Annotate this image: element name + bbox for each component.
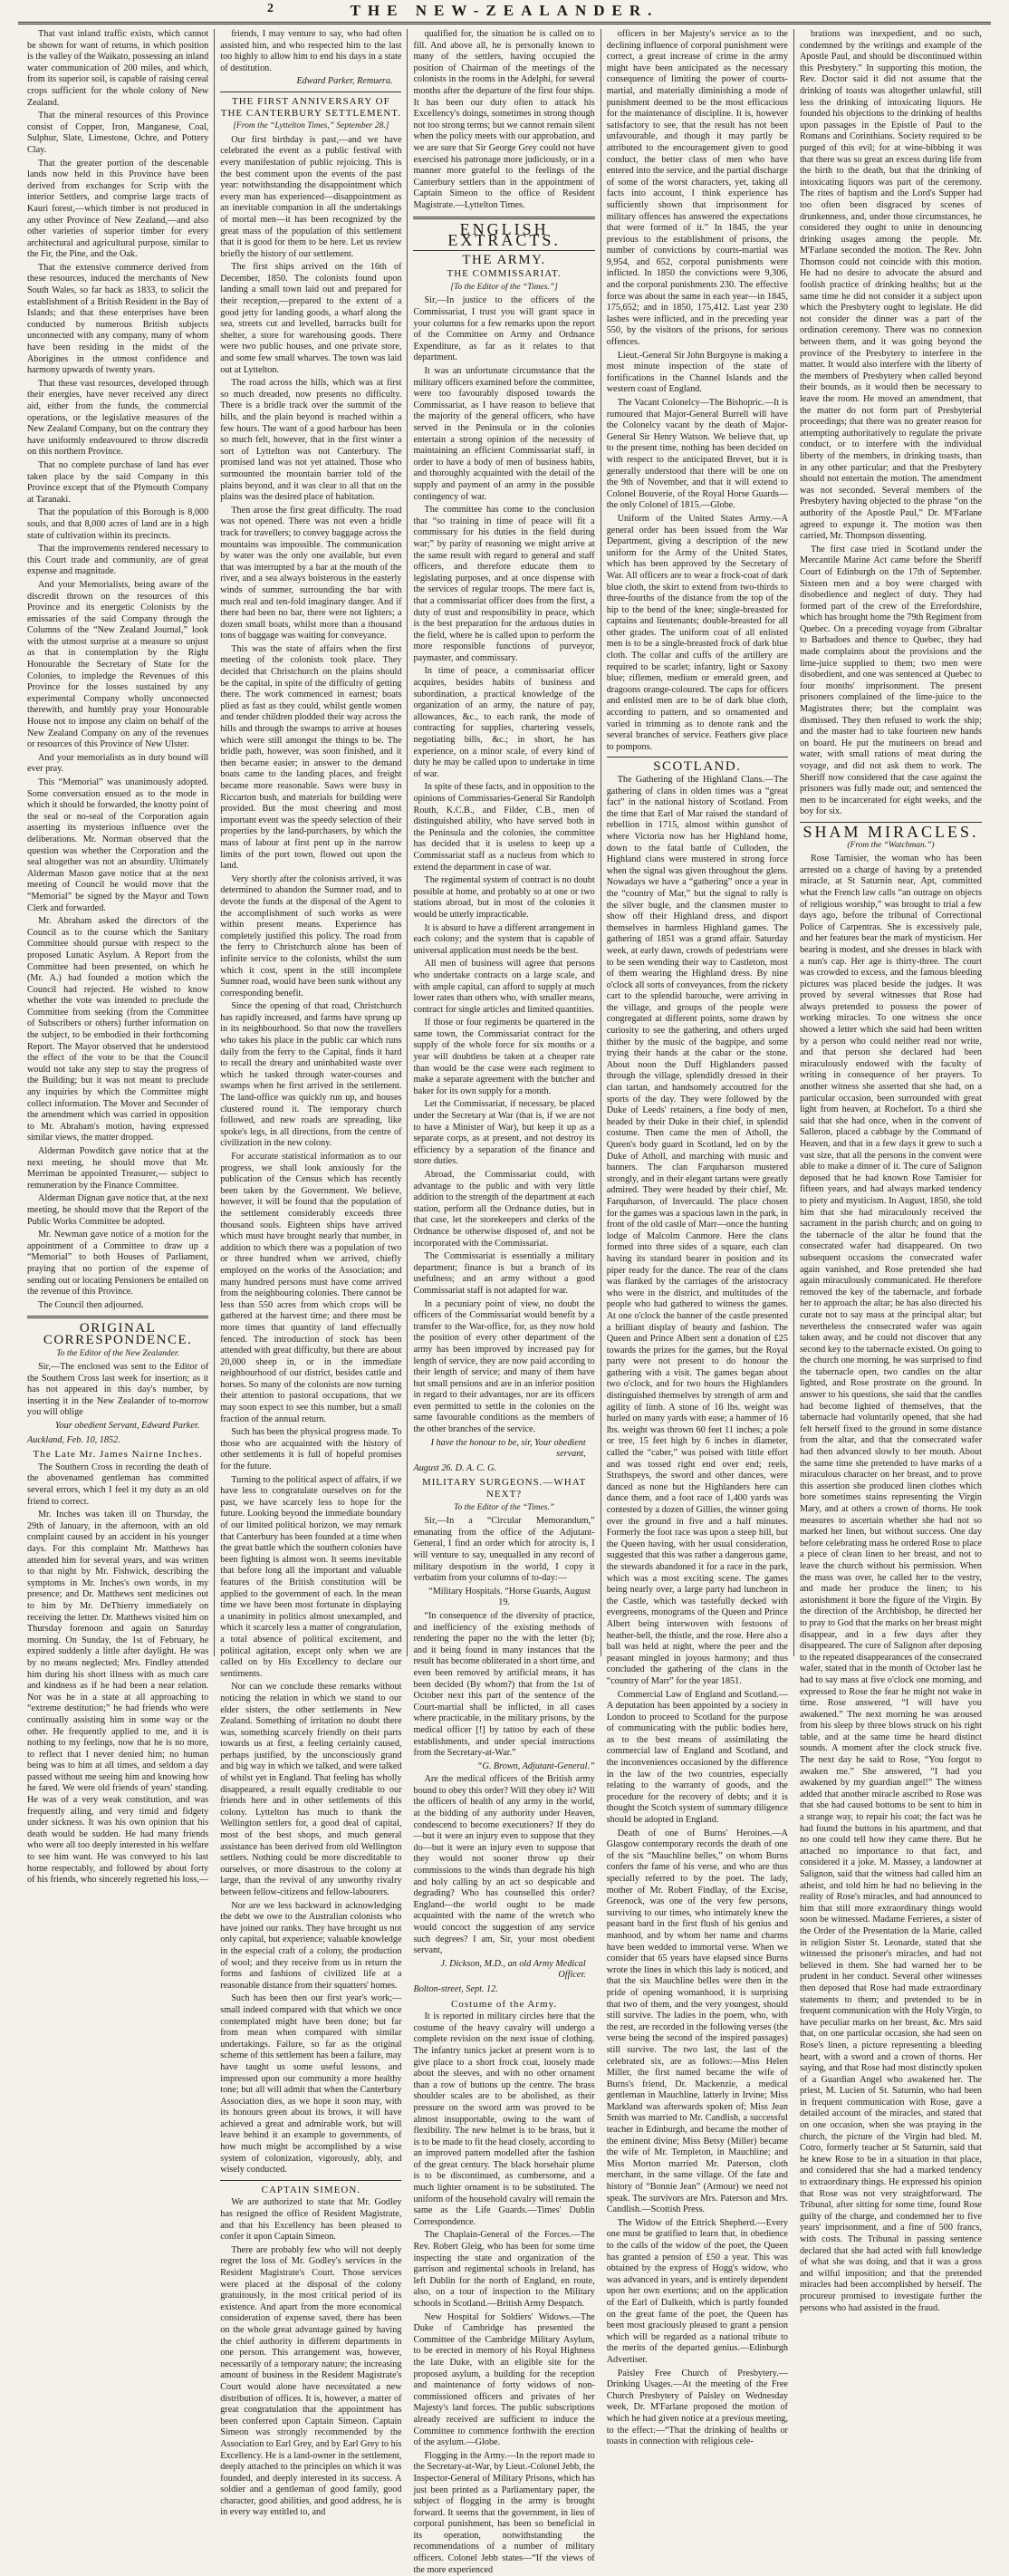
newspaper-title: THE NEW-ZEALANDER.: [350, 2, 659, 19]
paragraph: It was an unfortunate circumstance that the military officers examined before the committee, were too favourably disposed towards the Commissariat, as I have reason to believe that the majority of the general officers, who have served in the Peninsula or in the colonies entertain a strong opinion of the necessity of maintaining an efficient Commissariat staff, in order to have a body of men of business habits, and thoroughly acquainted with the detail of the supply and payment of an army in the possible contingency of war.: [413, 366, 595, 502]
paragraph: Such has been then our first year's work;—small indeed compared with that which we once contemplated might have been done; but far from mean when compared with similar undertakings. Failure, so far as the original scheme of this settlement has been a failure, may have taught us some useful lessons, and impressed upon our community a more healthy tone; but all will admit that when the Canterbury Association dies, as we hope it soon may, with its honours green about its brows, it will have achieved a great and admirable work, but will leave behind it an example to governments, of how much might be accomplished by a wise system of colonization, vigorously, ably, and wisely conducted.: [220, 1993, 402, 2176]
paragraph: The Vacant Colonelcy—The Bishopric.—It is rumoured that Major-General Burrell will have the Colonelcy vacant by the death of Major-General Sir Henry Watson. We believe that, up to the present time, nothing has been decided on with respect to the anticipated Brevet, but it is generally understood that there will be one on the 9th of November, and that it will extend to Colonel Bouverie, of the Royal Horse Guards—the only Colonel of 1815.—Globe.: [606, 398, 788, 511]
paragraph: qualified for, the situation he is called on to fill. And above all, he is personally known to many of the settlers, having occupied the position of Chairman of the meetings of the colonists in the rooms in the Adelphi, for several months after the departure of the first four ships. It has been our duty often to attack his Excellency's doings, sometimes in strong though not too strong terms; but we cannot remain silent when the policy meets with our approbation, and we are sure that Sir George Grey could not have exercised his patronage more judiciously, or in a manner more grateful to the feelings of the Canterbury settlers than in the appointment of Captain Simeon to the office of Resident Magistrate.—Lyttelton Times.: [413, 29, 595, 210]
dateline: Bolton-street, Sept. 12.: [413, 1983, 498, 1994]
paragraph: Nor can we conclude these remarks without noticing the relation in which we stand to our elder sisters, the other settlements in New Zealand. Something of irritation no doubt there was, something scarcely friendly on their parts towards us at first, a feeling certainly caused, perhaps justified, by the unconsciously grand and big way in which we talked, and were talked of whilst yet in England. That feeling has wholly disappeared, a result equally creditable to our friends here and in other settlements of this colony. Lyttelton has much to thank the Wellington settlers for, a good deal of capital, most of the best shops, and much general assistance has been derived from old Wellington settlers. Nothing could be more discreditable to ourselves, or more disastrous to the colony at large, than the revival of any unworthy rivalry between fellow-citizens and fellow-labourers.: [220, 1682, 402, 1897]
paragraph: That the greater portion of the descenable lands now held in this Province have been derived from exchanges for Scrip with the interior Settlers, and comprise large tracts of Kauri forest,—which timber is not produced in any other Province of New Zealand,—and also other varieties of superior timber for every architectural and agricultural purpose, similar to the Fir, the Pine, and the Oak.: [27, 158, 209, 260]
paragraph: That the extensive commerce derived from these resources, induced the merchants of New South Wales, so far back as 1833, to solicit the establishment of a British Resident in the Bay of Islands; and that these enterprises have been conducted by numerous British subjects unconnected with any company, many of whom have been residing in the midst of the Aborigines in the utmost confidence and harmony upwards of twenty years.: [27, 262, 209, 376]
paragraph: The first case tried in Scotland under the Mercantile Marine Act came before the Sheriff Court of Edinburgh on the 17th of September. Sixteen men and a boy were charged with disobedience and neglect of duty. They had formed part of the crew of the Errefordshire, which has brought home the 79th Regiment from Quebec. On a preceding voyage from Gibraltar to Barbadoes and thence to Quebec, they had made complaints about the provisions and the lime-juice supplied to them; two men were disobedient, and one was sentenced at Quebec to four months' imprisonment. The present prisoners complained of the lime-juice to the Magistrates there; but the complaint was dismissed. They then refused to work the ship; and the master had to take fourteen new hands on board. He put the mutineers on bread and water, with small rations of meat during the voyage, and did not ask them to work. The Sheriff now considered that the case against the prisoners was fully made out; and sentenced the men to be incarcerated for eight weeks, and the boy for six.: [799, 544, 982, 817]
paragraph: And your memorialists as in duty bound will ever pray.: [27, 752, 209, 775]
column-1: [22, 29, 215, 1886]
paragraph: Uniform of the United States Army.—A general order has been issued from the War Department, giving a description of the new uniform for the Army of the United States, which has been approved by the Secretary of War. All officers are to wear a frock-coat of dark blue cloth, the skirt to extend from two-thirds to three-fourths of the distance from the top of the hip to the bend of the knee; single-breasted for captains and lieutenants; double-breasted for all other grades. The uniform coat of all enlisted men is to be a single-breasted frock of dark blue cloth. The collar and cuffs of the artillery are required to be scarlet; infantry, light or Saxony blue; riflemen, medium or emerald green, and dragoons orange-coloured. The caps for officers and enlisted men are to be of dark blue cloth, according to pattern, and so ornamented and varied in trimming as to denote rank and the several branches of service. Feathers give place to pompons.: [606, 513, 788, 752]
paragraph: Sir,—In a “Circular Memorandum,” emanating from the office of the Adjutant-General, I find an order which for atrocity is, I will venture to say, unequalled in any record of military despotism in the world, I copy it verbatim from your columns of to-day:—: [413, 1516, 595, 1584]
paragraph: That the mineral resources of this Province consist of Copper, Iron, Manganese, Coal, Sulphur, Slate, Limestone, Ochre, and Pottery Clay.: [27, 111, 209, 155]
paragraph: There are probably few who will not deeply regret the loss of Mr. Godley's services in the Resident Magistrate's Court. Those services were placed at the disposal of the colony gratuitously, in the most critical period of its existence. And apart from the more economical consideration of expense saved, there has been on the whole great advantage gained by having the chief authority in different departments in one person. This arrangement was, however, necessarily of a temporary nature; the increasing amount of business in the Resident Magistrate's Court would alone have necessitated a new distribution of offices. It is, however, a matter of great congratulation that the appointment has been conferred upon Captain Simeon. Captain Simeon was strongly recommended by the Association to Earl Grey, and by Earl Grey to his Excellency. He is a land-owner in the settlement, deeply attached to the principles on which it was founded, and deeply interested in its success. A soldier and a gentleman of good family, good character, good abilities, and good address, he is in every way entitled to, and: [220, 2244, 402, 2518]
article-heading: MILITARY SURGEONS.—WHAT NEXT?: [421, 1477, 587, 1500]
paragraph: Sir,—The enclosed was sent to the Editor of the Southern Cross last week for insertion; as it has not appeared in this day's number, by inserting it in the New Zealander of to-morrow you will oblige: [27, 1362, 209, 1418]
columns: [22, 29, 987, 2575]
paragraph: friends, I may venture to say, who had often assisted him, and who respected him to the last too highly to allow him to end his days in a state of destitution.: [220, 29, 402, 73]
paragraph: We are authorized to state that Mr. Godley has resigned the office of Resident Magistrate, and that his Excellency has been pleased to confer it upon Captain Simeon.: [220, 2197, 402, 2243]
paragraph: That no complete purchase of land has ever taken place by the said Company in this Province except that of the Plymouth Company at Taranaki.: [27, 459, 209, 505]
paragraph: That these vast resources, developed through their energies, have never received any direct aid, either from the funds, the commercial operations, or the legislative measures of the New Zealand Company, but on the contrary they have uniformly endeavoured to throw discredit on this northern Province.: [27, 378, 209, 458]
section-heading: ORIGINAL CORRESPONDENCE.: [43, 1321, 193, 1347]
paragraph: Mr. Newman gave notice of a motion for the appointment of a Committee to draw up a “Memorial” to both Houses of Parliament, praying that no portion of the expense of sending out or locating Pensioners be entailed on the revenue of this Province.: [27, 1230, 209, 1298]
paragraph: If those or four regiments be quartered in the same town, the Commissariat contract for the supply of the whole force for six months or a year will doubtless be taken at a cheaper rate than would be the case were each regiment to make a separate agreement with the butcher and baker for its own supply for a month.: [413, 1018, 595, 1096]
paragraph: Mr. Abraham asked the directors of the Council as to the course which the Sanitary Committee should pursue with respect to the proposed Lunatic Asylum. A Report from the Committee had been presented, on which he (Mr. A.) had founded a motion which the Council had rejected. He wished to know whether the vote was intended to preclude the Committee from seeking (from the Committee of Subscribers or others) further information on the subject, to be embodied in their forthcoming Report. The Mayor observed that he understood the effect of the vote to be that the Council would not take any step to stay the progress of the Building; but it was not meant to preclude any inquiries by which the Committee might collect information. The Mover and Seconder of the amendment which was carried in opposition to Mr. Abraham's motion, having expressed similar views, the matter dropped.: [27, 916, 209, 1143]
paragraph: That vast inland traffic exists, which cannot be shown for want of returns, in which position is the valley of the Waikato, possessing an inland water communication of 200 miles, and which, from its superior soil, is capable of raising cereal crops sufficient for the whole colony of New Zealand.: [27, 29, 209, 108]
article-source: [From the “Lyttelton Times,” September 28.]: [233, 121, 389, 131]
paragraph: officers in her Majesty's service as to the declining influence of corporal punishment were correct, a great increase of crime in the army might have been anticipated as the necessary consequence of limiting the power of courts-martial, and materially diminishing a mode of punishment deemed to be the most efficacious for the maintenance of discipline. It is, however satisfactory to see, that the result has not been unfavourable, and though it may partly be attributed to the encouragement given to good conduct, the better class of men who have entered into the service, and the partial discharge of some of the worst characters, yet, taking all facts into account, I think experience has sufficiently shown that imprisonment for military offences has answered the expectations that were formed of it.” In 1845, the year previous to the establishment of prisons, the number of convictions by courts-martial was 9,954, and 652, corporal punishments were inflicted. In 1850 the convictions were 9,306, and the corporal punishments 230. The effective force was about the same in each year—in 1845, 175,652; and in 1850, 175,412. Last year 230 lashes were inflicted, and in the preceding year 550, by the visitors of the prisons, for serious offences.: [606, 29, 788, 348]
signature: Edward Parker, Remuera.: [296, 76, 393, 87]
paragraph: Let the Commissariat, if necessary, be placed under the Secretary at War (that is, if we are not to have a Minister of War), but keep it up as a separate corps, as at present, and not destroy its efficiency by a separation of the finance and store duties.: [413, 1099, 595, 1167]
paragraph: Very shortly after the colonists arrived, it was determined to abandon the Sumner road, and to devote the funds at the disposal of the Agent to the accomplishment of such works as were within present means. Experience has completely justified this policy. The road from the ferry to Christchurch alone has been of infinite service to the colonists, whilst the sum which it cost, spent in the still incomplete Sumner road, would have been sunk without any corresponding benefit.: [220, 873, 402, 999]
article-source: To the Editor of the “Times.”: [454, 1502, 555, 1512]
paragraph: The Gathering of the Highland Clans.—The gathering of clans in olden times was a “great fact” in the national history of Scotland. From the time that Earl of Mar raised the standard of rebellion in 1715, almost within gunshot of where Victoria now has her Highland home, down to the fatal battle of Culloden, the Highland clans were mustered in strong force when the signal was given throughout the glens. Nowadays we have a “gathering” once a year in the “country of Mar,” but the signal to rally is the silver bugle, and the clansmen muster to show off their Highland dress, and disport themselves in harmless Highland games. The gathering of 1851 was a grand affair. Saturday week, at early dawn, crowds of pedestrians were to be seen wending their way to Castleton, most of them wearing the Highland dress. By nine o'clock all sorts of conveyances, from the rickety cart to the splendid barouche, were arriving in the village, and groups of the people were congregated at different points, some drawn by curiosity to see the gathering, and others urged thither by the music of the bagpipe, and some trying their hands at the cabar or the stone. About noon the Duff Highlanders passed through the village, splendidly dressed in their clan tartan, and handsomely accoutred for the sports of the day. They were followed by the Duke of Leeds' retainers, a fine body of men, headed by their Duke in their chief, in splendid costume. Then came the men of Atholl, the Queen's body guard in Scotland, led on by the Duke of Atholl, and marching with music and banners. The clan Farquharson mustered strongly, and in their elegant tartans were greatly admired. They were headed by their chief, Mr. Farquharson, of Invercauld. The place chosen for the games was a spacious lawn in the park, in front of the old castle of Marr—once the hunting lodge of Malcolm Canmore. Here the clans formed into three sides of a square, each clan having its standard bearer in position and its piper ready for the dance. The rear of the clans was flanked by the carriages of the aristocracy who were in the district, and multitudes of the people who had gathered to witness the games. At one o'clock the banner of the castle presented a brilliant display of beauty and fashion. The Queen and Prince Albert sent a donation of £25 towards the prizes for the games, but the Royal party were not present to do honour the gathering with a visit. The games began about two o'clock, and for two hours the Highlanders distinguished themselves by strength of arm and agility of limb. A stone of 16 lbs. weight was hurled on many yards with ease; a hammer of 16 lbs. weight was thrown 60 feet 11 inches; a pole or tree, 15 feet high by 6 inches in diameter, called the “caber,” was poised with little effort and was tossed right end over end; reels, Strathspeys, the sword and other dances, were danced as none but the Highlanders here can dance them, and a foot race of 1,400 yards was contested by a dozen of Gillies, the winner going over the ground in five and a half minutes. Formerly the foot race was upon a steep hill, but the Queen having, with her usual consideration, suggested that this was rather a dangerous game, the stewards abandoned it for a race in the park, which was a most exciting scene. The games being nearly over, a large party had luncheon in the Castle, which was tastefully decked with evergreens, monograms of the Queen and Prince Albert being interwoven with festoons of heather-bell, the thistle, and the rose. Here also a ball was held at night, where the peer and the peasant mingled in joyous harmony; and thus concluded the gathering of the clans in the “country of Marr” for the year 1851.: [606, 775, 788, 1686]
divider: [220, 2180, 401, 2181]
divider: [27, 1316, 208, 1318]
paragraph: The committee has come to the conclusion that “so training in time of peace will fit a commissary for his duties in the field during war;” by parity of reasoning we might arrive at the same result with regard to general and staff officers, and therefore educate them to legislating purposes, and at once dispense with the services of regular troops. The mere fact is, that a commissariat officer does from the first, a duty of trust and responsibility in peace, which is the best preparation for the arduous duties in the field, where he is called upon to perform the more responsible functions of purveyor, paymaster, and commissary.: [413, 505, 595, 663]
paragraph: The Southern Cross in recording the death of the abovenamed gentleman has committed several errors, which I feel it my duty as an old friend to correct.: [27, 1462, 209, 1507]
dateline: August 26. D. A. C. G.: [413, 1462, 496, 1473]
dateline: Auckland, Feb. 10, 1852.: [27, 1434, 120, 1445]
paragraph: That the population of this Borough is 8,000 souls, and that 8,000 acres of land are in a high state of cultivation within its precincts.: [27, 507, 209, 541]
paragraph: Alderman Dignan gave notice that, at the next meeting, he should move that the Report of the Public Works Committee be adopted.: [27, 1193, 209, 1227]
paragraph: The Council then adjourned.: [38, 1299, 144, 1310]
section-heading: THE ARMY.: [462, 252, 546, 267]
paragraph: The first ships arrived on the 16th of December, 1850. The colonists found upon landing a small town laid out and prepared for their reception,—prepared to the extent of a good jetty for landing goods, a wharf along the sea, streets cut and levelled, barracks built for shelter, a store for warehousing goods. There were two public houses, and one private store, and some few small wharves. The town was laid out at Lyttelton.: [220, 262, 402, 375]
paragraph: Our first birthday is past,—and we have celebrated the event as a public festival with every manifestation of public rejoicing. This is the best comment upon the events of the past year: notwithstanding the disappointment which every man has experienced—disappointment as an inevitable companion in all the undertakings of mortal men—it has been recognized by the great mass of the population of this settlement that it is good for them to be here. Let us review briefly the history of our settlement.: [220, 134, 402, 259]
paragraph: Commercial Law of England and Scotland.—A deputation has been appointed by a society in London to proceed to Scotland for the purpose of communicating with the public bodies here, as to the best means of assimilating the commercial law of England and Scotland, and the inconveniences occasioned by the difference in the law of the two countries, especially relating to the warranty of goods, and the procedure for the recovery of debts; and it is thought the Scotch system of summary diligence should be adopted in England.: [606, 1689, 788, 1826]
paragraph: Sir,—In justice to the officers of the Commissariat, I trust you will grant space in your columns for a few remarks upon the report of the Committee on Army and Ordnance Expenditure, as far as it relates to that department.: [413, 295, 595, 363]
paragraph: Alderman Powditch gave notice that at the next meeting, he should move that Mr. Merriman be appointed Treasurer,— subject to remuneration by the Finance Committee.: [27, 1146, 209, 1191]
paragraph: This was the state of affairs when the first meeting of the colonists took place. They decided that Christchurch on the plains should be the capital, in spite of the difficulty of getting there. The work commenced in earnest; boats plied as fast as they could, whilst gentle women and tender children plodded their way across the hills and through the swamps to arrive at houses which were still amongst the things to be. The bridle path, however, was soon finished, and it then became easier; in answer to the demand boats came to the landing places, and freight became more reasonable. Saws were busy in Riccarton bush, and materials for building were provided. But the most cheering and most important event was the speedy selection of their properties by the land-purchasers, by which the mass of labour at first pent up in the narrow limits of the port town, flowed out upon the land.: [220, 643, 402, 872]
paragraph: The Commissariat is essentially a military department; finance is but a branch of its usefulness; and an army without a good Commissariat staff is not adapted for war.: [413, 1251, 595, 1296]
paragraph: The Widow of the Ettrick Shepherd.—Every one must be gratified to learn that, in obedience to the calls of the widow of the poet, the Queen has granted a pension of £50 a year. This was obtained by the express of Hogg's widow, who was advanced in years, and is entirely dependent upon her own exertions; and on the application of the Earl of Dalkeith, which is partly founded on the great fame of the poet, the Queen has been most graciously pleased to grant a pension which will be regarded as a national tribute to the merits of the departed genius.—Edinburgh Advertiser.: [606, 2217, 788, 2365]
paragraph: Paisley Free Church of Presbytery.—Drinking Usages.—At the meeting of the Free Church Presbytery of Paisley on Wednesday week, Dr. M'Farlane proposed the motion of which he had given notice at a previous meeting, to the effect:—“That the drinking of healths or toasts in connection with religious cele-: [606, 2368, 788, 2447]
paragraph: Then arose the first great difficulty. The road was not opened. There was not even a bridle track for travellers; to convey baggage across the mountains was impossible. The communication by water was the only one available, but even that was interrupted by a bar at the mouth of the river, and a sea always boisterous in the easterly winds of summer, surrounding the bar with much real and ten-fold imaginary danger. And if there had been no bar, there were not lighters; a dozen small boats, whilst more than a thousand tons of baggage was waiting for conveyance.: [220, 505, 402, 642]
paragraph: For accurate statistical information as to our progress, we shall look anxiously for the publication of the Census which has recently been taken by the Government. We believe, however, it will be found that the population of the settlement considerably exceeds three thousand souls. Eighteen ships have arrived which must have brought nearly that number, in addition to which there was a population of two or three hundred when we arrived, chiefly employed on the works of the Association; and many hundred persons must have come arrived from the neighbouring colonies. There cannot be less than 550 acres from which crops will be gathered at the harvest time; and there must be more times that quantity of land effectually fenced. The introduction of stock has been attended with great difficulty, but there are about 20,000 sheep in, or in the immediate neighbourhood of our district, besides cattle and horses. So many of the colonists are now turning their attention to pastoral occupations, that we may soon expect to see this number, but a small fraction of the annual return.: [220, 1152, 402, 1424]
signature: J. Dickson, M.D., an old Army Medical Officer.: [440, 1958, 586, 1981]
paragraph: New Hospital for Soldiers' Widows.—The Duke of Cambridge has presented the Committee of the Cambridge Military Asylum, to be erected in memory of his Royal Highness the late Duke, with an eligible site for the proposed asylum, a building for the reception and maintenance of forty widows of non-commissioned officers and privates of her Majesty's land forces. The public subscriptions already received are sufficient to induce the Committee to commence forthwith the erection of the asylum.—Globe.: [413, 2311, 595, 2448]
signature: I have the honour to be, sir, Your obedient servant,: [430, 1437, 586, 1460]
paragraph: This “Memorial” was unanimously adopted. Some conversation ensued as to the mode in which it should be forwarded, the knotty point of the seal or no-seal of the Corporation again asserting its mysterious influence over the deliberations. Mr. Norman observed that the question was whether the Corporation and the seal altogether was not an absurdity. Ultimately Alderman Mason gave notice that at the next meeting of Council he would move that the “Memorial” be signed by the Mayor and Town Clerk and forwarded.: [27, 777, 209, 913]
section-heading: ENGLISH EXTRACTS.: [447, 219, 561, 250]
column-4: [601, 29, 794, 2447]
paragraph: Turning to the political aspect of affairs, if we have less to congratulate ourselves on for the past, we have scarcely less to hope for the future. Looking beyond the immediate boundary of our limited political horizon, we may remark that Canterbury has been founded at a time when the great battle which the southern colonies have been fighting is almost won. It seems inevitable that before long all the important and valuable features of the British constitution will be applied to the government of each. In the mean time we have been most fortunate in displaying a unanimity in politics almost unexampled, and which it scarcely less a matter of congratulation, a total absence of political excitement, and political agitation, except only when we are called on by His Excellency to declare our sentiments.: [220, 1474, 402, 1679]
section-heading: SHAM MIRACLES.: [802, 822, 979, 841]
paragraph: brations was inexpedient, and no such, condemned by the writings and example of the Apostle Paul, and should be discontinued within this Presbytery.” In supporting this motion, the Rev. Doctor said it did not assume that the drinking of toasts was altogether unlawful, still less the drinking of intoxicating liquors. He founded his objections to the drinking of healths upon passages in the Epistle of Paul to the Romans and Corinthians. Society required to be purged of this evil; for at wine-bibbing it was that there was so great an excess during life from the birth to the death, but that the drinking of intoxicating liquors was part of the ceremony. The rites of baptism and the Lord's Supper had too often been disgraced by scenes of drunkenness, and, under those circumstances, he considered they ought to unite in denouncing drinking usages among the people. Mr. M'Farlane seconded the motion. The Rev. John Thomson could not coincide with this motion. He had no desire to advocate the absurd and foolish practice of drinking healths; but at the same time he did not consider it a subject upon which the Presbytery ought to legislate. He did not consider the dinner was a part of the ordination ceremony. There was no connexion between them, and it was going beyond the province of the Presbytery to interfere in the matter. It would also interfere with the liberty of the members of Presbytery when called beyond their bounds, as it would then be necessary to leave the room. He moved an amendment, that the matter do not form part of Presbyterial proceedings; that there was no greater reason for attempting authoritatively to regulate the private conduct, or to interfere with the individual liberty of the members, in drinking toasts, than in any other particular; and that the Presbytery should not entertain the motion. The amendment was not seconded. Several members of the Presbytery having objected to the phrase “on the authority of the Apostle Paul,” Dr. M'Farlane agreed to expunge it. The motion was then carried, Mr. Thompson dissenting.: [799, 29, 982, 542]
signature: “G. Brown, Adjutant-General.”: [476, 1761, 595, 1771]
paragraph: In a pecuniary point of view, no doubt the officers of the Commissariat would benefit by a transfer to the War-office, for, as they now hold the position of every other department of the army has been improved by increased pay for length of service, they are now paid according to their length of service; and many of them have but small pensions and are in an inferior position in regard to their advantages, nor are its officers even permitted to settle in the colonies on the same favourable conditions as the members of the other branches of the service.: [413, 1298, 595, 1435]
signature: Your obedient Servant, Edward Parker.: [54, 1421, 200, 1432]
paragraph: Nor are we less backward in acknowledging the debt we owe to the Australian colonists who have joined our ranks. They have brought us not only capital, but experience; valuable knowledge in the especial craft of a colony, the production of wool; and they receive from us in return the forms and fashions of civilized life at a reasonable distance from their squatters' homes.: [220, 1900, 402, 1991]
column-3: [408, 29, 601, 2575]
paragraph: “Military Hospitals. “Horse Guards, August 19.: [428, 1586, 591, 1608]
paragraph: It is reported in military circles here that the costume of the heavy cavalry will undergo a complete revision on the next issue of clothing. The infantry tunics jacket at present worn is to give place to a short frock coat, loosely made about the sleeves, and with no other ornament than a row of buttons up the centre. The brass shoulder scales are to be abolished, as their pressure on the sword arm was proved to be almost insupportable, owing to the want of flexibility. The new helmet is to be brass, but it is to be made to fit the head closely, according to an improved pattern modelled after the fashion of the great century. The black horsehair plume is to be discontinued, as cumbersome, and a much lighter ornament is to be substituted. The uniform of the household cavalry will remain the same as the Life Guards.—Times' Dublin Correspondence.: [413, 2012, 595, 2227]
paragraph: Such has been the physical progress made. To those who are acquainted with the history of other settlements it is full of hopeful promises for the future.: [220, 1427, 402, 1472]
column-5: [794, 29, 987, 2313]
paragraph: Are the medical officers of the British army bound to obey this order? Will they obey it? Will the officers of health of any army in the world, at the bidding of any authority under Heaven, condescend to become executioners? If they do—but it were an injury even to suppose that they do—but it were an injury even to suppose that they would not sooner throw up their commissions to the winds than degrade his high and holy calling by an act so despicable and degrading? Who has counselled this order? England—the world ought to be made acquainted with the name of the wretch who would concoct the suggestion of any service such degrees? I am, Sir, your most obedient servant,: [413, 1774, 595, 1956]
paragraph: And your Memorialists, being aware of the discredit thrown on the resources of this Province and its energetic Colonists by the emissaries of the said Company through the Columns of the “New Zealand Journal,” look with the utmost surprise at a measure so unjust as that in contemplation by the Right Honourable the Secretary of State for the Colonies, to impledge the Revenues of this Province for the losses sustained by any experimental Company wholly unconnected therewith, and humbly pray your Honourable House not to impose any claim on behalf of the New Zealand Company on any of the revenues or resources of this Province of New Ulster.: [27, 579, 209, 750]
paragraph: Rose Tamisier, the woman who has been arrested on a charge of having by a pretended miracle, at St Saturnin near, Apt, committed what the French law calls “an outrage on objects of religious worship,” was brought to trial a few days ago, before the tribunal of Correctional Police of Carpentras. She is excessively pale, and her features bear the mark of mysticism. Her bearing is modest, and she dresses in black with a nun's cap. Her age is thirty-three. The court was crowded to excess, and the famous bleeding pictures was placed beside the judges. It was proved by several witnesses that Rose had always pretended to possess the power of working miracles. To one witness she once showed a letter which she said had been written by a person who could neither read nor write, and that person she declared had been miraculously endowed with the faculty of writing in consequence of her prayers. To another witness she asserted that she had, on a particular occasion, been surrounded with great light from heaven, at Rochefort. To a third she said that she had once, when in the convent of Salleron, placed a cabbage by the Command of Heaven, and that in a few days it grew to such a vast size, that all the persons in the convent were able to make a dinner of it. The cure of Salignon deposed that he had known Rose Tamisier for fifteen years, and had always marked tendency to piety and mysticism. In August, 1850, she told him that she had miraculously received the sacrament in the parish church; and on going to the tabernacle of the altar he found that the consecrated wafer had disappeared. On two subsequent occasions the consecrated wafer again vanished, and Rose pretended she had again miraculously communicated. He therefore removed the key of the tabernacle, and forbade her to approach the altar; he has also directed his curate not to say mass at the principal altar; but nevertheless the consecrated wafer was again taken away, and he could not discover that any second key to the tabernacle existed. On going to the church one morning, he was surprised to find the tabernacle open, two candles on the altar lighted, and Rose prostrate on the ground. In answer to his questions, she said that the candles had become lighted of themselves, that the tabernacle had voluntarily opened, that she had felt herself fixed to the ground in some distance from the altar, and that the consecrated wafer had then advanced slowly to her mouth. About the same time she pretended to have marks of a miraculous character on her breast, and to prove this assertion she produced linen clothes which bore sometimes stains representing the Virgin Mary, and at others a crown of thorns. He took measures to ascertain whether she had not so marked her linen, but without success. One day before celebrating mass he ordered Rose to place a piece of clean linen to her breast, and not to leave the church without his permission. When the mass was over, he called her to the vestry, and made her produce the linen; to his astonishment it bore the figure of the Virgin. By the direction of the Archbishop, he directed her to pray to God that the marks on her breast might disappear, and in a few days after they disappeared. The cure of Salignon after deposing to the repeated disappearances of the consecrated wafer, stated that in the month of October last he had to say mass at five o'clock one morning, and expressed to Rose the fear he might not wake in time. Rose answered, “I will have you awakened.” The next morning he was aroused from his sleep by three blows struck on his right table, and at the same time he heard distinct sounds. A moment after the clock struck five. The next day he said to Rose, “You forgot to awaken me.” She answered, “I had you awakened by my guardian angel!” The witness added that another miracle ascribed to Rose was that she had caused bottoms to be sent to him in a strange way, to repair his coat; the fact was he had found the buttons in his apartment, and that no one could tell how they came there. But he attached no importance to that fact, and considered it a joke. M. Massey, a landowner at Salignon, said that the witness had called him an atheist, and told him he had no believing in the reality of Rose's miracles, and had announced to him that still more extraordinary things would soon be witnessed. Madame Ferrieres, a sister of the Order of the Presentation de la Marie, called in religion Sister St. Leonarde, stated that she witnessed the prisoner's miracles, and had not believed in them. She had warned her to be prudent in her conduct. Several other witnesses then deposed that Rose had made extraordinary statements to them; and pretended to be in frequent communication with the Holy Virgin, to have peculiar marks on her breast, &c. Mrs said that, on one particular occasion, she had seen on Rose's linen, a picture representing a bleeding heart, with a sword and a crown of thorns. Her saying, and that Rose had most distinctly spoken of a Guardian Angel who awakened her. The priest, M. Lucien of St. Saturnin, who had been in frequent communication with Rose, gave a detailed account of the miracles, and stated that on one occasion, when she was praying in the church, the picture of the Virgin had bled. M. Cotro, formerly teacher at St Saturnin, said that he knew Rose to be in a situation in that place, and considered that she had a marked tendency to extraordinary things. He expressed his opinion that Rose was not very straightforward. The Tribunal, after sitting for some time, found Rose guilty of the charge, and condemned her to five years' imprisonment, and a fine of 500 francs, with costs. The Tribunal in passing sentence declared that she had acted with full knowledge of what she was doing, and that it was a gross and wilful imposition; and that the pretended miracles had been accomplished by herself. The procureur promised to investigate further the persons who had assisted in the fraud.: [799, 854, 982, 2313]
section-subheading: To the Editor of the New Zealander.: [56, 1348, 179, 1358]
paragraph: Mr. Inches was taken ill on Thursday, the 29th of January, in the afternoon, with an old complaint caused by an accident in his younger days. For this complaint Mr. Matthews has attended him for several years, and was written to that night by Mr. Fishwick, describing the symptoms in Mr. Inches's own words, in my presence; and Dr. Matthews sent medicines out to him by Mr. DeThierry immediately on receiving the letter. Dr. Matthews visited him on Thursday forenoon and again on Saturday morning. On Sunday, the 1st of February, he expired suddenly a little after daylight. He was by no means neglected; Mrs. Findley attended him during his short illness with as much care and kindness as if he had been a near relation. Nor was he in a state at all approaching to “extreme destitution;” he had friends who were continually assisting him in some way or the other. He frequently applied to me, and it is nothing to my feelings, now that he is no more, to reflect that I never denied him; no human being was to him at all times, and seldom a day passed without me seeing him and knowing how he fared. We were old friends of years' standing. He was of a very weak constitution, and was frequently ailing, and very timid and fidgety under sickness. It was his own opinion that his death would be sudden. He had many friends who were all too deeply interested in his welfare to see him want. He was conveyed to his last home respectably, and followed by about forty of his friends, who sincerely regretted his loss,—: [27, 1510, 209, 1886]
article-heading: Costume of the Army.: [451, 1998, 558, 2010]
paragraph: That the improvements rendered necessary to this Court trade and community, are of great expense and magnitude.: [27, 544, 209, 577]
divider: [413, 250, 594, 251]
paragraph: “In consequence of the diversity of practice, and inefficiency of the existing methods of rendering the paper no the with the letter (b); and it being found in many instances that the result has become obliterated in a short time, and even been removed by artificial means, it has been decided (By whom?) that from the 1st of October next this part of the sentence of the Court-martial shall be inflicted, in all cases where practicable, in the military prisons, by the medical officer [!] by tattoo by each of these establishments, and under special instructions from the Secretary-at-War.”: [413, 1610, 595, 1759]
paragraph: In time of peace, a commissariat officer acquires, besides habits of business and subordination, a practical knowledge of the organization of an army, the nature of pay, allowances, &c., to each rank, the mode of contracting for supplies, chartering vessels, negotiating bills, &c.; in short, he has experience, on a minor scale, of every kind of duty he may be called upon to undertake in time of war.: [413, 666, 595, 779]
paragraph: In spite of these facts, and in opposition to the opinions of Commissaries-General Sir Randolph Routh, K.C.B., and Filder, C.B., men of distinguished ability, who have served both in the Peninsula and the colonies, the committee has decided that it is useless to keep up a Commissariat staff as a nucleus from which to extend the department in case of war.: [413, 782, 595, 873]
paragraph: Death of one of Burns' Heroines.—A Glasgow contemporary records the death of one of the six “Mauchline belles,” on whom Burns confers the fame of his verse, and who are thus specially referred to by the poet. The lady, mother of Mr. Robert Findlay, of the Excise, Greenock, was one of the very few persons, surviving to our times, who intimately knew the peasant bard in the first flush of his genius and manhood, and by whom her name and charms have been wedded to immortal verse. When we consider that 65 years have elapsed since Burns wrote the lines in which this lady is noticed, and that the six Mauchline belles were then in the pride of opening womanhood, it is surprising that two of them, and the very youngest, should still survive. The ladies in the poem, who, with the rest, are recorded in the following verses (the verse being the second of the inspired passages) still survive. The two last, the last of the celebrated six, are as follows:—Miss Helen Miller, the first named became the wife of Burns's friend, Dr. Mackenzie, a medical gentleman in Mauchline, latterly in Irvine; Miss Markland was afterwards spoken of; Miss Jean Smith was married to Mr. Candlish, a successful teacher in Edinburgh, and became the mother of the eminent divine; Miss Betsy (Miller) became the wife of Mr. Templeton, in Mauchline; and Miss Morton married Mr. Paterson, cloth merchant, in the same village. Of the fate and history of “Bonnie Jean” (Armour) we need not speak. The survivors are Mrs. Paterson and Mrs. Candlish.—Scottish Press.: [606, 1828, 788, 2215]
paragraph: Abroad, the Commissariat could, with advantage to the public and with very little addition to the strength of the department at each station, perform all the Ordnance duties, but in that case, let the storekeepers and clerks of the Ordnance be otherwise disposed of, and not be incorporated with the Commissariat.: [413, 1170, 595, 1249]
divider: [413, 217, 594, 219]
article-heading: CAPTAIN SIMEON.: [261, 2184, 361, 2195]
paragraph: It is absurd to have a different arrangement in each colony; and the system that is capable of universal application must needs be the best.: [413, 922, 595, 956]
article-source: [To the Editor of the “Times.”]: [450, 282, 558, 292]
paragraph: The regimental system of contract is no doubt possible at home, and probably so at one or two stations abroad, but in most of the colonies it would be utterly impracticable.: [413, 875, 595, 920]
section-heading: SCOTLAND.: [653, 759, 742, 775]
paragraph: Flogging in the Army.—In the report made to the Secretary-at-War, by Lieut.-Colonel Jebb, the Inspector-General of Military Prisons, which has just been printed as a Parliamentary paper, the subject of flogging in the army is brought forward. It seems that the government, in lieu of corporal punishment, has been so beneficial in its operation, notwithstanding the recommendations of a number of military officers. Colonel Jebb states—“If the views of the more experienced: [413, 2450, 595, 2575]
paragraph: Since the opening of that road, Christchurch has rapidly increased, and farms have sprung up in its neighbourhood. So that now the travellers who takes his place in the public car which runs daily from the ferry to the Capital, finds it hard to recall the dreary and uninhabited waste over which he tasked through water-courses and swamps when he first arrived in the settlement. The land-office was quickly run up, and houses clustered round it. The temporary church followed, and new roads are spreading, like spoke's legs, in all directions, from the centre of civilization in the new colony.: [220, 1001, 402, 1149]
paragraph: All men of business will agree that persons who undertake contracts on a large scale, and with ample capital, can afford to supply at much lower rates than others who, with smaller means, contract for single articles and limited quantities.: [413, 959, 595, 1015]
page-number: 2: [267, 2, 274, 15]
paragraph: The road across the hills, which was at first so much dreaded, now presents no difficulty. There is a bridle track over the summit of the hills, and the plain beyond is reached within a few hours. The want of a good harbour has been so much felt, however, that in the first winter a sort of Lyttelton was not Canterbury. The promised land was not yet attained. Those who surmounted the mountain barrier told of the plains beyond, and it was clear to all that on the plains was the desired place of habitation.: [220, 378, 402, 503]
paragraph: Lieut.-General Sir John Burgoyne is making a most minute inspection of the state of fortifications in the Channel Islands and the western coast of England.: [606, 350, 788, 395]
article-heading: The Late Mr. James Nairne Inches.: [33, 1449, 203, 1461]
paragraph: The Chaplain-General of the Forces.—The Rev. Robert Gleig, who has been for some time inspecting the state and organization of the garrison and regimental schools in Ireland, has left Dublin for the north of England, en route, also, on a tour of inspection to the Military schools in Scotland.—British Army Despatch.: [413, 2230, 595, 2309]
article-source: (From the “Watchman.”): [847, 840, 935, 850]
article-heading: THE FIRST ANNIVERSARY OF THE CANTERBURY SETTLEMENT.: [220, 95, 401, 119]
masthead: [18, 2, 991, 24]
article-heading: THE COMMISSARIAT.: [447, 268, 562, 280]
column-2: [215, 29, 408, 2518]
